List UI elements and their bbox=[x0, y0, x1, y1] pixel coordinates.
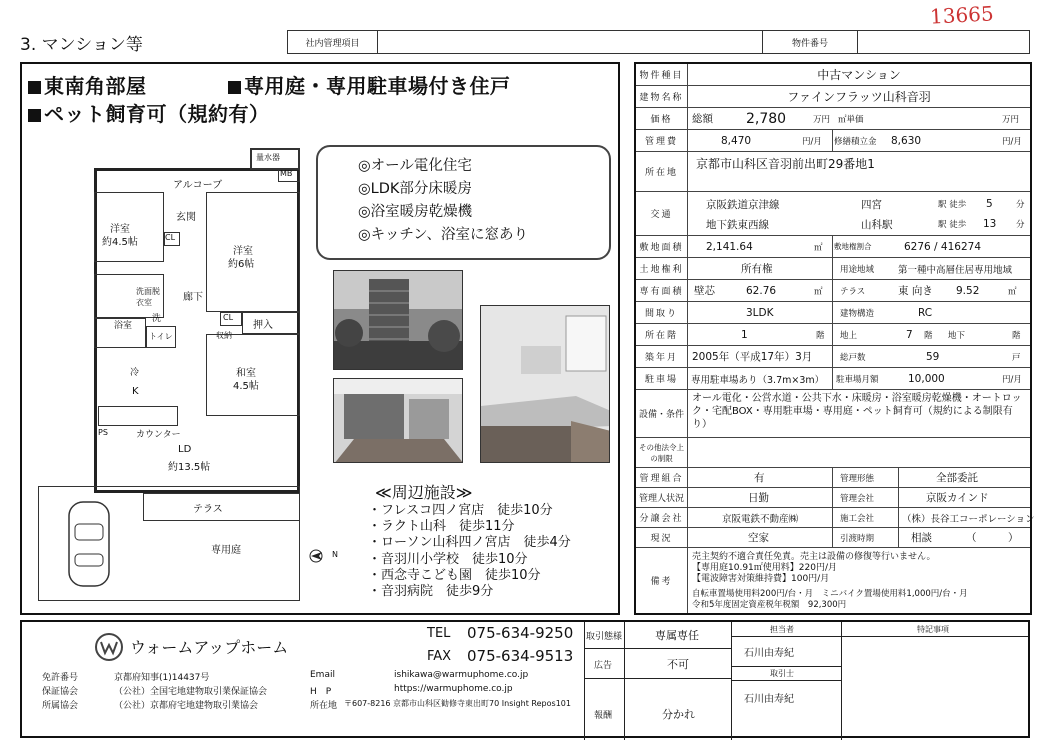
property-number-value bbox=[858, 31, 1029, 53]
ld-label: LD bbox=[178, 444, 192, 455]
counter-label: カウンター bbox=[136, 430, 181, 440]
staff-name: 石川由寿紀 bbox=[744, 648, 794, 659]
row-transport: 交通 京阪鉄道京津線 四宮 駅 徒歩 5 分 地下鉄東西線 山科駅 駅 徒歩 13 分 bbox=[636, 192, 1030, 236]
cl2-label: CL bbox=[223, 313, 234, 322]
toilet-label: トイレ bbox=[149, 332, 173, 341]
row-floor-area: 専有面積 壁芯 62.76 ㎡ テラス 東 向き 9.52 ㎡ bbox=[636, 280, 1030, 302]
header-management-table bbox=[287, 30, 1030, 54]
location-label: 所在地 bbox=[310, 701, 338, 711]
japanese-room-label: 和室 bbox=[236, 368, 256, 379]
cl-label: CL bbox=[165, 233, 176, 242]
ad-value: 不可 bbox=[667, 658, 689, 671]
hp-label: H P bbox=[310, 687, 332, 697]
headline-garden: 専用庭・専用駐車場付き住戸 bbox=[228, 70, 511, 99]
meter-box-label: 量水器 bbox=[256, 153, 280, 162]
japanese-room-size: 4.5帖 bbox=[233, 381, 259, 392]
row-name: 建物名称 ファインフラッツ山科音羽 bbox=[636, 86, 1030, 108]
square-bullet-icon bbox=[28, 81, 41, 94]
north-label: N bbox=[332, 550, 338, 559]
fee-value: 分かれ bbox=[662, 708, 695, 721]
row-equipment: 設備・条件 オール電化・公営水道・公共下水・床暖房・浴室暖房乾燥機・オートロック・宅配BOX・専用駐車場・専用庭・ペット飼育可（規約による制限有り） bbox=[636, 390, 1030, 438]
row-type: 物件種目 中古マンション bbox=[636, 64, 1030, 86]
row-site-area: 敷地面積 2,141.64 ㎡ 敷地権割合 6276 / 416274 bbox=[636, 236, 1030, 258]
headline-corner: 東南角部屋 bbox=[28, 70, 147, 99]
nearby-item: ・西念寺こども園 徒歩10分 bbox=[368, 567, 541, 583]
license-number: 京都府知事(1)14437号 bbox=[114, 673, 210, 683]
ld-size: 約13.5帖 bbox=[168, 462, 211, 473]
property-number-label: 物件番号 bbox=[763, 31, 858, 53]
western-room1-size: 約4.5帖 bbox=[102, 237, 138, 248]
headline-pet: ペット飼育可（規約有） bbox=[28, 98, 270, 127]
row-built: 築年月 2005年（平成17年）3月 総戸数 59 戸 bbox=[636, 346, 1030, 368]
deal-form-label: 取引態様 bbox=[586, 632, 623, 642]
nearby-list bbox=[368, 503, 571, 600]
row-status: 現況 空家 引渡時期 相談 （ ） bbox=[636, 528, 1030, 548]
tel-number[interactable]: 075-634-9250 bbox=[467, 624, 574, 642]
deal-form: 専属専任 bbox=[655, 629, 699, 642]
row-layout: 間取り 3LDK 建物構造 RC bbox=[636, 302, 1030, 324]
living-room-photo bbox=[333, 378, 463, 463]
email-link[interactable]: ishikawa@warmuphome.co.jp bbox=[394, 670, 529, 680]
row-land-right: 土地権利 所有権 用途地域 第一種中高層住居専用地域 bbox=[636, 258, 1030, 280]
guarantee-label: 保証協会 bbox=[42, 687, 79, 697]
broker-name: 石川由寿紀 bbox=[744, 694, 794, 705]
row-other-restrictions: その他法令上の制限 bbox=[636, 438, 1030, 468]
ad-label: 広告 bbox=[594, 661, 613, 671]
fee-label: 報酬 bbox=[594, 711, 613, 721]
internal-item-value bbox=[378, 31, 763, 53]
ps-label: PS bbox=[98, 428, 108, 437]
nearby-item: ・フレスコ四ノ宮店 徒歩10分 bbox=[368, 503, 553, 518]
closet-label: 押入 bbox=[253, 320, 273, 331]
mb-label: MB bbox=[280, 169, 293, 178]
row-parking: 駐車場 専用駐車場あり（3.7m×3m） 駐車場月額 10,000 円/月 bbox=[636, 368, 1030, 390]
nearby-title: ≪周辺施設≫ bbox=[375, 483, 473, 502]
western-room2-size: 約6帖 bbox=[228, 259, 255, 270]
fax-number: 075-634-9513 bbox=[467, 647, 574, 665]
kitchen-label: K bbox=[132, 386, 139, 397]
broker-label: 取引士 bbox=[770, 669, 794, 678]
nearby-item: ・ローソン山科四ノ宮店 徒歩4分 bbox=[368, 535, 571, 551]
storage-label: 収納 bbox=[216, 331, 232, 340]
car-icon bbox=[64, 498, 114, 590]
fax-label: FAX bbox=[427, 649, 452, 664]
feature-item: ◎LDK部分床暖房 bbox=[358, 181, 472, 197]
ref-label: 冷 bbox=[130, 368, 140, 378]
washroom-label: 洗面脱衣室 bbox=[136, 287, 160, 307]
wash-label: 洗 bbox=[152, 314, 162, 324]
hallway-label: 廊下 bbox=[183, 292, 203, 303]
tel-label: TEL bbox=[427, 626, 451, 641]
email-label: Email bbox=[310, 670, 335, 680]
square-bullet-icon bbox=[28, 109, 41, 122]
row-price: 価格 総額 2,780 万円 ㎡単価 万円 bbox=[636, 108, 1030, 130]
western-room2-label: 洋室 bbox=[233, 246, 253, 257]
kitchen-photo bbox=[480, 305, 610, 463]
row-management-fee: 管理費 8,470 円/月 修繕積立金 8,630 円/月 bbox=[636, 130, 1030, 152]
license-label: 免許番号 bbox=[42, 673, 79, 683]
row-notes: 備考 売主契約不適合責任免責。売主は設備の修復等行いません。 【専用庭10.91㎡使用料】220円/月 【電波障害対策維持費】100円/月 自転車置場使用料200円/台・月 ミニバイク置場使用料1,000円/台・月 令和5年度固定資産税年税額 92,300円 bbox=[636, 548, 1030, 613]
feature-item: ◎オール電化住宅 bbox=[358, 158, 472, 174]
entrance-label: 玄関 bbox=[176, 212, 196, 223]
staff-label: 担当者 bbox=[770, 625, 794, 634]
bath-label: 浴室 bbox=[114, 321, 133, 331]
nearby-item: ・音羽川小学校 徒歩10分 bbox=[368, 551, 528, 567]
handwritten-number: 13665 bbox=[929, 1, 995, 29]
row-floor: 所在階 1 階 地上 7 階 地下 階 bbox=[636, 324, 1030, 346]
property-info-table bbox=[634, 62, 1035, 615]
assoc-label: 所属協会 bbox=[42, 701, 79, 711]
alcove-label: アルコーブ bbox=[173, 180, 223, 191]
homepage-link[interactable]: https://warmuphome.co.jp bbox=[394, 684, 513, 694]
garden-label: 専用庭 bbox=[211, 545, 241, 556]
building-exterior-photo bbox=[333, 270, 463, 370]
north-arrow-icon bbox=[308, 546, 332, 566]
row-seller: 分譲会社 京阪電鉄不動産㈱ 施工会社 （株）長谷工コーポレーション bbox=[636, 508, 1030, 528]
guarantee-assoc: （公社）全国宅地建物取引業保証協会 bbox=[114, 687, 268, 697]
features-bubble bbox=[316, 145, 611, 260]
feature-item: ◎浴室暖房乾燥機 bbox=[358, 204, 473, 220]
footer-company-info bbox=[20, 620, 1030, 738]
terrace-label: テラス bbox=[193, 504, 223, 515]
remarks-label: 特記事項 bbox=[917, 625, 949, 634]
floor-plan bbox=[28, 138, 338, 608]
row-management-assoc: 管理組合 有 管理形態 全部委託 bbox=[636, 468, 1030, 488]
feature-item: ◎キッチン、浴室に窓あり bbox=[358, 227, 528, 243]
square-bullet-icon bbox=[228, 81, 241, 94]
row-management-resident: 管理人状況 日勤 管理会社 京阪カインド bbox=[636, 488, 1030, 508]
member-assoc: （公社）京都府宅地建物取引業協会 bbox=[114, 701, 259, 711]
section-title: 3. マンション等 bbox=[20, 35, 143, 55]
nearby-item: ・音羽病院 徒歩9分 bbox=[368, 584, 494, 600]
company-logo-icon bbox=[94, 632, 124, 662]
western-room1-label: 洋室 bbox=[110, 224, 130, 235]
company-name: ウォームアップホーム bbox=[130, 638, 289, 657]
internal-item-label: 社内管理項目 bbox=[288, 31, 378, 53]
nearby-item: ・ラクト山科 徒歩11分 bbox=[368, 519, 515, 535]
row-address: 所在地 京都市山科区音羽前出町29番地1 bbox=[636, 152, 1030, 192]
company-address: 〒607-8216 京都市山科区勧修寺東出町70 Insight Repos101 bbox=[344, 699, 571, 708]
